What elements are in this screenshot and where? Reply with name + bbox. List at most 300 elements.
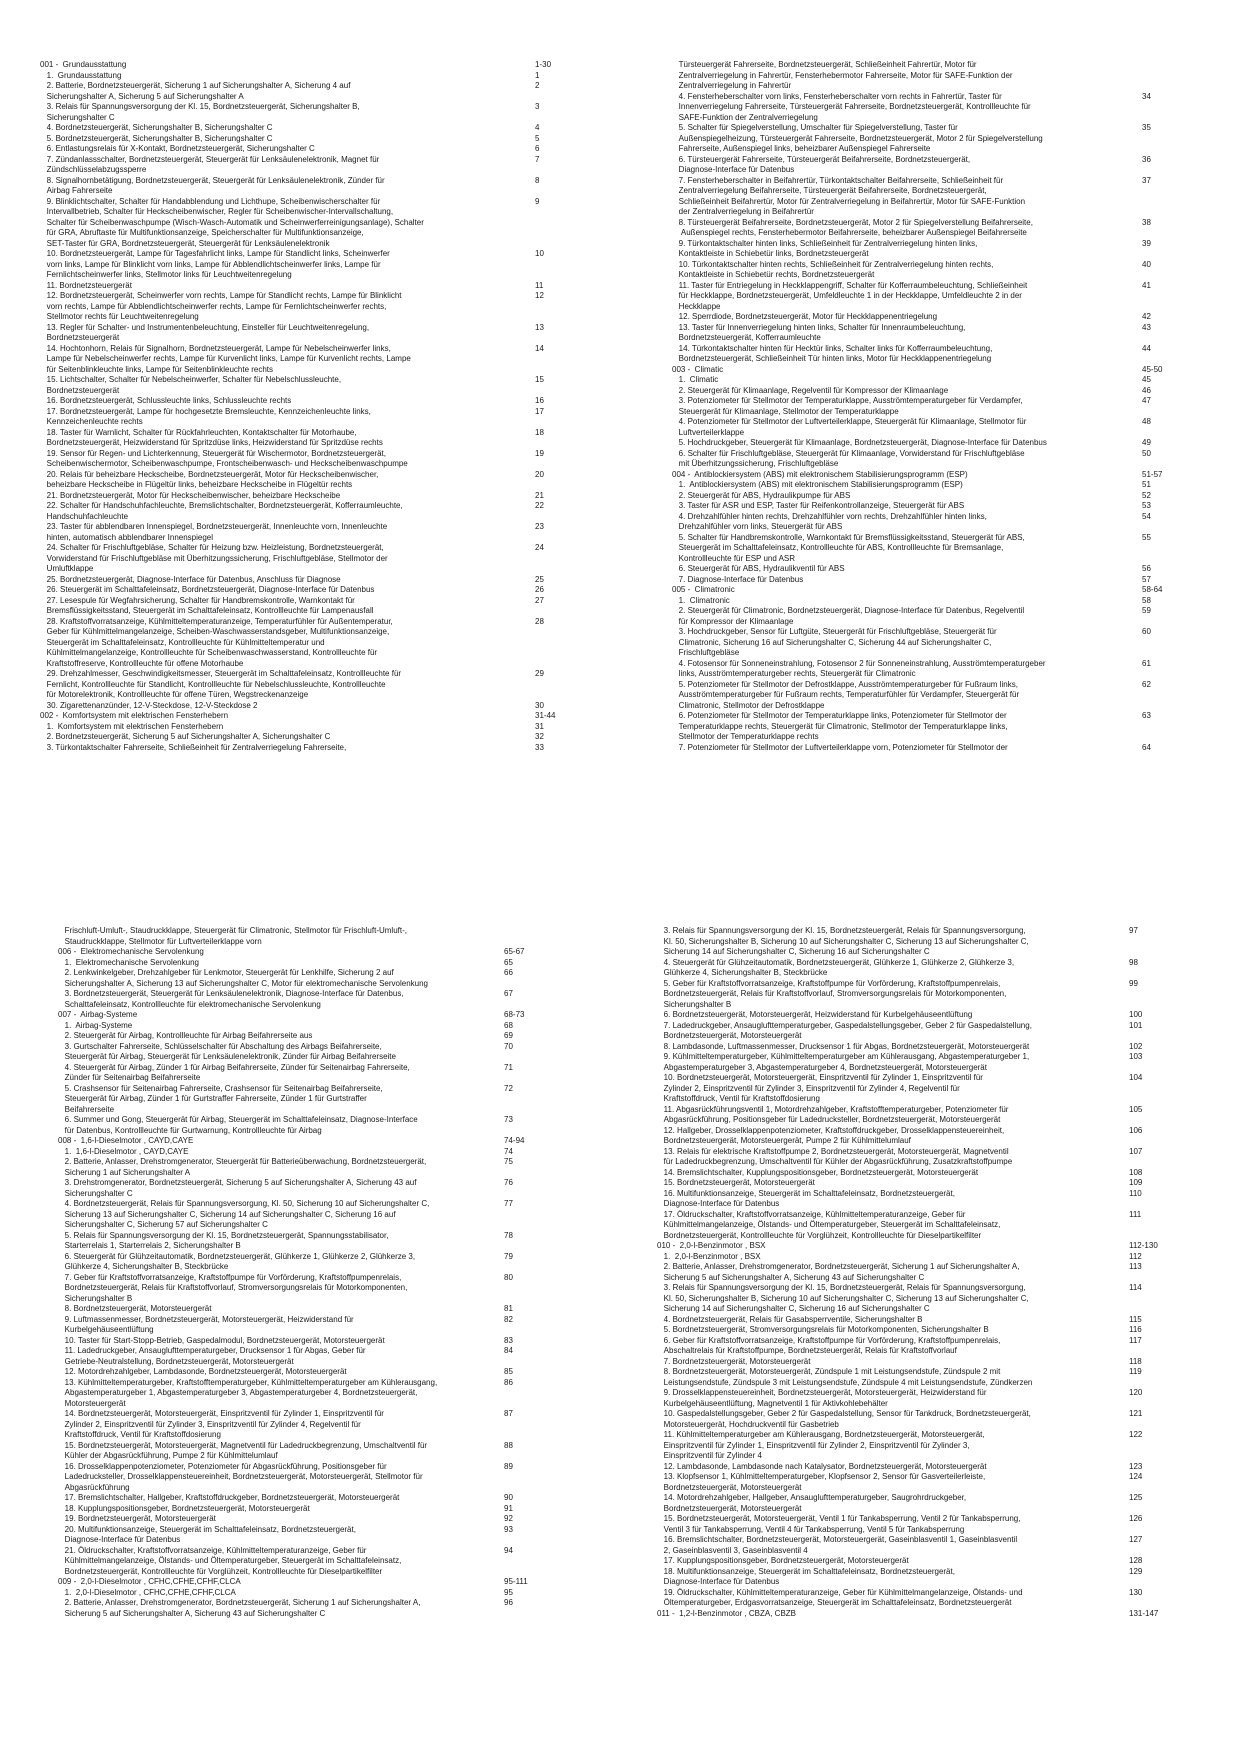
toc-page-number: 96 bbox=[504, 1598, 513, 1607]
toc-entry-row bbox=[657, 1493, 1189, 1514]
toc-entry-row bbox=[672, 92, 1202, 124]
toc-entry-text: 23. Taster für abblendbaren Innenspiegel, Bordnetzsteuergerät, Innenleuchte vorn, Innenleuchte hinten, automatisch abblendbarer Innenspiegel bbox=[46, 522, 388, 542]
toc-page-number: 58-64 bbox=[1142, 585, 1163, 594]
toc-entry-text: 1. Airbag-Systeme bbox=[58, 1020, 133, 1030]
toc-entry-row bbox=[672, 386, 1202, 397]
toc-entry-row bbox=[672, 312, 1202, 323]
toc-entry-text: 3. Potenziometer für Stellmotor der Temperaturklappe, Ausströmtemperaturgeber für Verdampfer, Steuergerät für Klimaanlage, Stellmotor der Temperaturklappe bbox=[678, 396, 1023, 416]
toc-entry-text: 7. Fensterheberschalter in Beifahrertür, Türkontaktschalter Beifahrerseite, Schließeinheit für Zentralverriegelung Beifahrerseite, Türsteuergerät Beifahrerseite, Bordnetzsteuergerät, Schließeinheit Beifahrertür, Motor für Zentralverriegelung in Beifahrertür, Motor für SAFE-Funktion der Zentralverriegelung in Beifahrertür bbox=[678, 175, 1026, 216]
toc-page-number: 38 bbox=[1142, 217, 1151, 227]
toc-entry-row bbox=[40, 543, 595, 575]
toc-page-number: 106 bbox=[1129, 1125, 1143, 1135]
toc-entry-row bbox=[672, 491, 1202, 502]
toc-entry-text: 21. Öldruckschalter, Kraftstoffvorratsanzeige, Kühlmitteltemperaturanzeige, Geber für Kühlmittelmangelanzeige, Ölstands- und Öltemperaturgeber, Steuergerät im Schalttafeleinsatz, Bordnetzsteuergerät, Kontrollleuchte für Vorglühzeit, Kontrollleuchte für Dieselpartikelfilter bbox=[64, 1545, 402, 1576]
toc-page-number: 48 bbox=[1142, 417, 1151, 426]
toc-page-number: 98 bbox=[1129, 957, 1138, 967]
toc-page-number: 56 bbox=[1142, 564, 1151, 573]
toc-entry-text: 15. Bordnetzsteuergerät, Motorsteuergerät, Ventil 1 für Tankabsperrung, Ventil 2 für Tankabsperrung, Ventil 3 für Tankabsperrung, Ventil 4 für Tankabsperrung, Ventil 5 für Tankabsperrung bbox=[663, 1514, 1021, 1534]
toc-entry-text: 010 - 2,0-l-Benzinmotor , BSX bbox=[657, 1241, 766, 1250]
toc-entry-text: 10. Türkontaktschalter hinten rechts, Schließeinheit für Zentralverriegelung hinten rechts, Kontaktleiste in Schiebetür rechts, Bordnetzsteuergerät bbox=[678, 259, 994, 279]
toc-entry-text: 14. Bordnetzsteuergerät, Motorsteuergerät, Einspritzventil für Zylinder 1, Einspritzventil für Zylinder 2, Einspritzventil für Zylinder 3, Einspritzventil für Zylinder 4, Regelventil für Kraftstoffdruck, Ventil für Kraftstoffdosierung bbox=[64, 1409, 384, 1439]
toc-page-number: 121 bbox=[1129, 1409, 1143, 1418]
toc-entry-text: Türsteuergerät Fahrerseite, Bordnetzsteuergerät, Schließeinheit Fahrertür, Motor für Zentralverriegelung in Fahrertür, Fensterhebermotor Fahrerseite, Motor für SAFE-Funktion der Zentralverriegelung in Fahrertür bbox=[678, 60, 1013, 90]
toc-page-number: 89 bbox=[504, 1461, 513, 1471]
toc-page-number: 119 bbox=[1129, 1367, 1142, 1376]
toc-page-number: 19 bbox=[535, 448, 544, 458]
toc-page-number: 114 bbox=[1129, 1283, 1142, 1292]
toc-page-number: 35 bbox=[1142, 123, 1151, 132]
toc-page-number: 80 bbox=[504, 1272, 513, 1282]
toc-entry-row bbox=[657, 1556, 1189, 1567]
toc-entry-row bbox=[58, 1178, 564, 1199]
toc-page-number: 93 bbox=[504, 1524, 513, 1534]
toc-entry-row bbox=[58, 1336, 564, 1347]
toc-entry-row bbox=[672, 711, 1202, 743]
toc-entry-text: 29. Drehzahlmesser, Geschwindigkeitsmesser, Steuergerät im Schalttafeleinsatz, Kontrollleuchte für Fernlicht, Kontrollleuchte für Standlicht, Kontrollleuchte für Nebelschlussleuchte, Kontrollleuchte für Motorelektronik, Kontrollleuchte für offene Türen, Wegstreckenanzeige bbox=[46, 669, 402, 699]
toc-entry-row bbox=[58, 1525, 564, 1546]
toc-section-row bbox=[657, 1241, 1189, 1252]
toc-entry-row bbox=[58, 1367, 564, 1378]
toc-entry-row bbox=[657, 1535, 1189, 1556]
toc-entry-row bbox=[40, 522, 595, 543]
toc-page-number: 124 bbox=[1129, 1472, 1143, 1481]
toc-page-number: 129 bbox=[1129, 1566, 1143, 1576]
toc-page-number: 99 bbox=[1129, 978, 1138, 988]
toc-page-number: 68 bbox=[504, 1020, 513, 1030]
toc-section-row bbox=[58, 1010, 564, 1021]
toc-page-number: 51-57 bbox=[1142, 469, 1163, 479]
toc-entry-row bbox=[672, 575, 1202, 586]
toc-page-number: 27 bbox=[535, 595, 544, 605]
toc-entry-row bbox=[657, 1073, 1189, 1105]
toc-entry-row bbox=[657, 1147, 1189, 1168]
toc-entry-row bbox=[672, 417, 1202, 438]
toc-entry-row bbox=[58, 1084, 564, 1116]
toc-page-number: 92 bbox=[504, 1514, 513, 1523]
toc-entry-row bbox=[58, 1441, 564, 1462]
toc-page-number: 123 bbox=[1129, 1461, 1143, 1471]
toc-page-number: 77 bbox=[504, 1199, 513, 1208]
toc-page-number: 43 bbox=[1142, 322, 1151, 332]
toc-entry-row bbox=[657, 1588, 1189, 1609]
toc-entry-text: 8. Signalhornbetätigung, Bordnetzsteuergerät, Steuergerät für Lenksäulenelektronik, Zünder für Airbag Fahrerseite bbox=[46, 175, 385, 195]
toc-entry-row bbox=[58, 1588, 564, 1599]
toc-entry-row bbox=[657, 1010, 1189, 1021]
toc-page-number: 49 bbox=[1142, 438, 1151, 447]
toc-page-number: 84 bbox=[504, 1346, 513, 1355]
toc-entry-text: 4. Drehzahlfühler hinten rechts, Drehzahlfühler vorn rechts, Drehzahlfühler hinten links, Drehzahlfühler vorn links, Steuergerät für ABS bbox=[678, 511, 987, 531]
toc-page-number: 61 bbox=[1142, 658, 1151, 668]
toc-page-number: 128 bbox=[1129, 1556, 1143, 1565]
toc-entry-text: 6. Summer und Gong, Steuergerät für Airbag, Steuergerät im Schalttafeleinsatz, Diagnose-Interface für Datenbus, Kontrollleuchte für Gurtwarnung, Kontrollleuchte für Airbag bbox=[64, 1115, 418, 1135]
toc-page-number: 65-67 bbox=[504, 947, 525, 956]
toc-entry-row bbox=[672, 680, 1202, 712]
toc-page-number: 66 bbox=[504, 968, 513, 977]
toc-entry-text: 6. Entlastungsrelais für X-Kontakt, Bordnetzsteuergerät, Sicherungshalter C bbox=[40, 144, 315, 153]
toc-page-number: 76 bbox=[504, 1178, 513, 1187]
toc-page-number: 79 bbox=[504, 1251, 513, 1261]
toc-page-number: 72 bbox=[504, 1083, 513, 1093]
toc-page-number: 91 bbox=[504, 1503, 513, 1513]
toc-entry-text: 20. Multifunktionsanzeige, Steuergerät im Schalttafeleinsatz, Bordnetzsteuergerät, Diagnose-Interface für Datenbus bbox=[64, 1524, 356, 1544]
toc-entry-text: 14. Motordrehzahlgeber, Hallgeber, Ansauglufttemperaturgeber, Saugrohrdruckgeber, Bordnetzsteuergerät, Motorsteuergerät bbox=[663, 1493, 967, 1513]
toc-entry-row bbox=[657, 1105, 1189, 1126]
toc-entry-text: 4. Fotosensor für Sonneneinstrahlung, Fotosensor 2 für Sonneneinstrahlung, Ausströmtemperaturgeber links, Ausströmtemperaturgeber rechts, Steuergerät für Climatronic bbox=[678, 658, 1046, 678]
toc-entry-row bbox=[672, 344, 1202, 365]
toc-entry-row bbox=[40, 102, 595, 123]
toc-entry-text: 009 - 2,0-l-Dieselmotor , CFHC,CFHE,CFHF,CLCA bbox=[58, 1577, 241, 1586]
toc-page-number: 71 bbox=[504, 1062, 513, 1072]
toc-page-number: 12 bbox=[535, 291, 544, 300]
toc-entry-row bbox=[672, 627, 1202, 659]
toc-entry-text: 2. Bordnetzsteuergerät, Sicherung 5 auf Sicherungshalter A, Sicherungshalter C bbox=[40, 732, 331, 741]
toc-entry-row bbox=[657, 1514, 1189, 1535]
toc-page-number: 9 bbox=[535, 196, 540, 206]
toc-entry-row bbox=[657, 958, 1189, 979]
toc-entry-text: 3. Relais für Spannungsversorgung der Kl. 15, Bordnetzsteuergerät, Relais für Spannungsversorgung, Kl. 50, Sicherungshalter B, Sicherung 10 auf Sicherungshalter C, Sicherung 13 auf Sicherungshalter C, Sicherung 14 auf Sicherungshalter C, Sicherung 16 auf Sicherungshalter C bbox=[663, 1283, 1029, 1313]
toc-entry-text: Frischluft-Umluft-, Staudruckklappe, Steuergerät für Climatronic, Stellmotor für Frischluft-Umluft-, Staudruckklappe, Stellmotor für Luftverteilerklappe vorn bbox=[64, 926, 407, 946]
toc-entry-text: 002 - Komfortsystem mit elektrischen Fensterhebern bbox=[40, 711, 229, 720]
toc-page-number: 116 bbox=[1129, 1325, 1142, 1334]
toc-page-number: 74-94 bbox=[504, 1136, 525, 1145]
toc-entry-row bbox=[657, 1168, 1189, 1179]
toc-entry-text: 25. Bordnetzsteuergerät, Diagnose-Interface für Datenbus, Anschluss für Diagnose bbox=[40, 574, 341, 584]
toc-page-number: 69 bbox=[504, 1031, 513, 1040]
toc-entry-text: 12. Hallgeber, Drosselklappenpotenziometer, Kraftstoffdruckgeber, Drosselklappensteuereinheit, Bordnetzsteuergerät, Motorsteuergerät, Pumpe 2 für Kühlmittelumlauf bbox=[663, 1125, 1005, 1145]
toc-entry-row bbox=[657, 1210, 1189, 1242]
toc-page-number: 34 bbox=[1142, 91, 1151, 101]
toc-page-number: 95 bbox=[504, 1587, 513, 1597]
toc-section-row bbox=[58, 1577, 564, 1588]
toc-page-number: 29 bbox=[535, 669, 544, 678]
toc-entry-text: 16. Bremslichtschalter, Bordnetzsteuergerät, Motorsteuergerät, Gaseinblasventil 1, Gaseinblasventil 2, Gaseinblasventil 3, Gaseinblasventil 4 bbox=[663, 1535, 1018, 1555]
toc-page-number: 88 bbox=[504, 1440, 513, 1450]
toc-entry-text: 9. Türkontaktschalter hinten links, Schließeinheit für Zentralverriegelung hinten links, Kontaktleiste in Schiebetür links, Bordnetzsteuergerät bbox=[678, 238, 978, 258]
toc-entry-row bbox=[672, 743, 1202, 754]
toc-page-number: 21 bbox=[535, 490, 544, 500]
toc-entry-row bbox=[40, 123, 595, 134]
toc-entry-row bbox=[58, 1115, 564, 1136]
toc-entry-row bbox=[58, 1598, 564, 1619]
toc-entry-text: 15. Bordnetzsteuergerät, Motorsteuergerät bbox=[657, 1178, 815, 1187]
toc-entry-row bbox=[672, 512, 1202, 533]
toc-page-number: 16 bbox=[535, 396, 544, 405]
toc-entry-text: 5. Bordnetzsteuergerät, Sicherungshalter B, Sicherungshalter C bbox=[40, 133, 273, 143]
toc-page-number: 117 bbox=[1129, 1335, 1142, 1345]
toc-column-bottom-left bbox=[58, 926, 564, 1619]
toc-page-number: 8 bbox=[535, 175, 540, 185]
toc-entry-text: 7. Bordnetzsteuergerät, Motorsteuergerät bbox=[657, 1356, 811, 1366]
toc-entry-row bbox=[58, 1157, 564, 1178]
toc-entry-text: 7. Potenziometer für Stellmotor der Luftverteilerklappe vorn, Potenziometer für Stellmotor der bbox=[672, 742, 1008, 752]
toc-entry-row bbox=[657, 1178, 1189, 1189]
toc-section-row bbox=[40, 60, 595, 71]
toc-entry-row bbox=[40, 701, 595, 712]
toc-entry-text: 12. Motordrehzahlgeber, Lambdasonde, Bordnetzsteuergerät, Motorsteuergerät bbox=[58, 1367, 347, 1376]
toc-entry-row bbox=[657, 1042, 1189, 1053]
toc-entry-text: 3. Drehstromgenerator, Bordnetzsteuergerät, Sicherung 5 auf Sicherungshalter A, Sicherung 43 auf Sicherungshalter C bbox=[64, 1178, 417, 1198]
toc-entry-text: 005 - Climatronic bbox=[672, 585, 735, 594]
toc-entry-row bbox=[657, 1052, 1189, 1073]
toc-entry-text: 9. Kühlmitteltemperaturgeber, Kühlmitteltemperaturgeber am Kühlerausgang, Abgastemperaturgeber 1, Abgastemperaturgeber 3, Abgastemperaturgeber 4, Bordnetzsteuergerät, Motorsteuergerät bbox=[663, 1052, 1030, 1072]
toc-entry-text: 9. Drosselklappensteuereinheit, Bordnetzsteuergerät, Motorsteuergerät, Heizwiderstand für Kurbelgehäuseentlüftung, Magnetventil 1 für Aktivkohlebehälter bbox=[663, 1388, 987, 1408]
toc-entry-row bbox=[657, 1472, 1189, 1493]
toc-page-number: 52 bbox=[1142, 490, 1151, 500]
toc-entry-row bbox=[40, 249, 595, 281]
toc-entry-text: 10. Taster für Start-Stopp-Betrieb, Gaspedalmodul, Bordnetzsteuergerät, Motorsteuergerät bbox=[58, 1335, 385, 1345]
toc-section-row bbox=[40, 711, 595, 722]
toc-entry-row bbox=[657, 1126, 1189, 1147]
toc-page-number: 107 bbox=[1129, 1146, 1143, 1156]
toc-entry-row bbox=[40, 428, 595, 449]
toc-page-number: 11 bbox=[535, 280, 544, 290]
toc-page-number: 57 bbox=[1142, 574, 1151, 584]
toc-page-number: 115 bbox=[1129, 1314, 1142, 1324]
toc-entry-row bbox=[58, 1346, 564, 1367]
toc-entry-text: 8. Lambdasonde, Luftmassenmesser, Drucksensor 1 für Abgas, Bordnetzsteuergerät, Motorsteuergerät bbox=[657, 1041, 1030, 1051]
toc-entry-row bbox=[58, 1493, 564, 1504]
toc-entry-text: 6. Potenziometer für Stellmotor der Temperaturklappe links, Potenziometer für Stellmotor der Temperaturklappe rechts, Steuergerät für Climatronic, Stellmotor der Temperaturklappe links, Stellmotor der Temperaturklappe rechts bbox=[678, 711, 1008, 741]
toc-entry-text: 17. Öldruckschalter, Kraftstoffvorratsanzeige, Kühlmitteltemperaturanzeige, Geber für Kühlmittelmangelanzeige, Ölstands- und Öltemperaturgeber, Steuergerät im Schalttafeleinsatz, Bordnetzsteuergerät, Kontrollleuchte für Vorglühzeit, Kontrollleuchte für Dieselpartikelfilter bbox=[663, 1209, 1001, 1240]
toc-page-number: 54 bbox=[1142, 511, 1151, 521]
toc-page-number: 24 bbox=[535, 543, 544, 552]
toc-entry-row bbox=[672, 533, 1202, 565]
toc-page-number: 74 bbox=[504, 1146, 513, 1156]
toc-section-row bbox=[672, 365, 1202, 376]
toc-entry-row bbox=[40, 449, 595, 470]
toc-entry-text: 3. Gurtschalter Fahrerseite, Schlüsselschalter für Abschaltung des Airbags Beifahrerseite, Steuergerät für Airbag, Steuergerät für Lenksäulenelektronik, Zünder für Airbag Beifahrerseite bbox=[64, 1041, 396, 1061]
toc-entry-text: 1. 1,6-l-Dieselmotor , CAYD,CAYE bbox=[58, 1146, 189, 1156]
toc-entry-text: 4. Bordnetzsteuergerät, Relais für Gasabsperrventile, Sicherungshalter B bbox=[657, 1314, 923, 1324]
toc-entry-row bbox=[40, 344, 595, 376]
toc-entry-row bbox=[672, 438, 1202, 449]
toc-entry-text: 17. Bremslichtschalter, Hallgeber, Kraftstoffdruckgeber, Bordnetzsteuergerät, Motorsteuergerät bbox=[58, 1493, 400, 1502]
toc-entry-text: 24. Schalter für Frischluftgebläse, Schalter für Heizung bzw. Heizleistung, Bordnetzsteuergerät, Vorwiderstand für Frischluftgebläse mit Überhitzungssicherung, Frischluftgebläse, Stellmotor der Umluftklappe bbox=[46, 543, 388, 573]
toc-page-number: 22 bbox=[535, 501, 544, 510]
toc-page-number: 85 bbox=[504, 1367, 513, 1376]
toc-page-number: 112-130 bbox=[1129, 1241, 1158, 1250]
toc-page-number: 47 bbox=[1142, 396, 1151, 405]
toc-entry-text: 3. Taster für ASR und ESP, Taster für Reifenkontrollanzeige, Steuergerät für ABS bbox=[672, 501, 965, 510]
toc-entry-row bbox=[40, 501, 595, 522]
toc-entry-text: 12. Sperrdiode, Bordnetzsteuergerät, Motor für Heckklappenentriegelung bbox=[672, 312, 938, 321]
toc-entry-text: 3. Relais für Spannungsversorgung der Kl. 15, Bordnetzsteuergerät, Sicherungshalter B, Sicherungshalter C bbox=[46, 102, 360, 122]
toc-page-number: 112 bbox=[1129, 1251, 1142, 1261]
toc-page-number: 7 bbox=[535, 154, 540, 164]
toc-section-row bbox=[58, 947, 564, 958]
toc-entry-row bbox=[657, 1283, 1189, 1315]
toc-page-number: 18 bbox=[535, 427, 544, 437]
toc-page-number: 28 bbox=[535, 616, 544, 626]
toc-entry-text: 9. Blinklichtschalter, Schalter für Handabblendung und Lichthupe, Scheibenwischerschalter für Intervallbetrieb, Schalter für Heckscheibenwischer, Regler für Scheibenwischer-Intervallschaltung, Schalter für Scheibenwaschpumpe (Wisch-Wasch-Automatik und Scheinwerferreinigungsanlage), Schalter für GRA, Abruftaste für Multifunktionsanzeige, Speicherschalter für Multifunktionsanzeige, SET-Taster für GRA, Bordnetzsteuergerät, Steuergerät für Lenksäulenelektronik bbox=[46, 196, 424, 248]
toc-section-row bbox=[657, 1609, 1189, 1620]
toc-entry-text: 13. Klopfsensor 1, Kühlmitteltemperaturgeber, Klopfsensor 2, Sensor für Gasverteilerleiste, Bordnetzsteuergerät, Motorsteuergerät bbox=[663, 1472, 986, 1492]
toc-entry-text: 2. Batterie, Anlasser, Drehstromgenerator, Bordnetzsteuergerät, Sicherung 1 auf Sicherungshalter A, Sicherung 5 auf Sicherungshalter A, Sicherung 43 auf Sicherungshalter C bbox=[663, 1262, 1020, 1282]
toc-entry-text: 13. Taster für Innenverriegelung hinten links, Schalter für Innenraumbeleuchtung, Bordnetzsteuergerät, Kofferraumleuchte bbox=[678, 322, 966, 342]
toc-entry-row bbox=[672, 218, 1202, 239]
toc-entry-text: 6. Türsteuergerät Fahrerseite, Türsteuergerät Beifahrerseite, Bordnetzsteuergerät, Diagnose-Interface für Datenbus bbox=[678, 154, 971, 174]
toc-entry-row bbox=[657, 1315, 1189, 1326]
toc-entry-row bbox=[58, 1273, 564, 1305]
toc-entry-text: 6. Schalter für Frischluftgebläse, Steuergerät für Klimaanlage, Vorwiderstand für Frischluftgebläse mit Überhitzungssicherung, Frischluftgebläse bbox=[678, 448, 1025, 468]
toc-page-number: 36 bbox=[1142, 154, 1151, 164]
toc-entry-row bbox=[58, 926, 564, 947]
toc-entry-text: 12. Bordnetzsteuergerät, Scheinwerfer vorn rechts, Lampe für Standlicht rechts, Lampe für Blinklicht vorn rechts, Lampe für Abblendlichtscheinwerfer rechts, Lampe für Fernlichtscheinwerfer rechts, Stellmotor rechts für Leuchtweitenregelung bbox=[46, 291, 402, 321]
toc-entry-text: 14. Bremslichtschalter, Kupplungspositionsgeber, Bordnetzsteuergerät, Motorsteuergerät bbox=[657, 1167, 979, 1177]
toc-entry-text: 5. Relais für Spannungsversorgung der Kl. 15, Bordnetzsteuergerät, Spannungsstabilisator, Starterrelais 1, Starterrelais 2, Sicherungshalter B bbox=[64, 1230, 389, 1250]
toc-entry-text: 4. Potenziometer für Stellmotor der Luftverteilerklappe, Steuergerät für Klimaanlage, Stellmotor für Luftverteilerklappe bbox=[678, 417, 1027, 437]
toc-page-number: 131-147 bbox=[1129, 1608, 1159, 1618]
toc-entry-text: 4. Steuergerät für Airbag, Zünder 1 für Airbag Beifahrerseite, Zünder für Seitenairbag Fahrerseite, Zünder für Seitenairbag Beifahrerseite bbox=[64, 1062, 410, 1082]
toc-entry-row bbox=[40, 470, 595, 491]
toc-page-number: 68-73 bbox=[504, 1010, 525, 1019]
toc-entry-row bbox=[657, 1430, 1189, 1462]
toc-entry-text: 10. Bordnetzsteuergerät, Motorsteuergerät, Einspritzventil für Zylinder 1, Einspritzventil für Zylinder 2, Einspritzventil für Zylinder 3, Einspritzventil für Zylinder 4, Regelventil für Kraftstoffdruck, Ventil für Kraftstoffdosierung bbox=[663, 1073, 983, 1103]
toc-entry-text: 21. Bordnetzsteuergerät, Motor für Heckscheibenwischer, beheizbare Heckscheibe bbox=[40, 490, 341, 500]
toc-page-number: 118 bbox=[1129, 1356, 1142, 1366]
toc-entry-row bbox=[40, 617, 595, 670]
toc-page-number: 41 bbox=[1142, 280, 1151, 290]
toc-page-number: 110 bbox=[1129, 1188, 1142, 1198]
toc-entry-text: 16. Multifunktionsanzeige, Steuergerät im Schalttafeleinsatz, Bordnetzsteuergerät, Diagnose-Interface für Datenbus bbox=[663, 1188, 955, 1208]
toc-entry-row bbox=[657, 979, 1189, 1011]
toc-entry-row bbox=[40, 281, 595, 292]
toc-page-number: 120 bbox=[1129, 1388, 1143, 1397]
toc-entry-text: 13. Relais für elektrische Kraftstoffpumpe 2, Bordnetzsteuergerät, Motorsteuergerät, Magnetventil für Ladedruckbegrenzung, Umschaltventil für Kühler der Abgasrückführung, Zusatzkraftstoffpumpe bbox=[663, 1146, 1013, 1166]
toc-entry-row bbox=[58, 1304, 564, 1315]
toc-page-number: 90 bbox=[504, 1493, 513, 1502]
toc-entry-text: 3. Bordnetzsteuergerät, Steuergerät für Lenksäulenelektronik, Diagnose-Interface für Datenbus, Schalttafeleinsatz, Kontrollleuchte für elektromechanische Servolenkung bbox=[64, 989, 404, 1009]
toc-page-number: 13 bbox=[535, 322, 544, 332]
toc-page-number: 45 bbox=[1142, 375, 1151, 384]
toc-entry-row bbox=[40, 375, 595, 396]
toc-entry-text: 26. Steuergerät im Schalttafeleinsatz, Bordnetzsteuergerät, Diagnose-Interface für Datenbus bbox=[40, 585, 375, 594]
toc-page-number: 108 bbox=[1129, 1167, 1143, 1177]
toc-page-number: 113 bbox=[1129, 1262, 1142, 1271]
toc-entry-row bbox=[58, 1315, 564, 1336]
toc-page-number: 63 bbox=[1142, 711, 1151, 720]
toc-entry-row bbox=[657, 1252, 1189, 1263]
toc-entry-row bbox=[40, 669, 595, 701]
toc-entry-text: 19. Sensor für Regen- und Lichterkennung, Steuergerät für Wischermotor, Bordnetzsteuergerät, Scheibenwischermotor, Scheibenwaschpumpe, Frontscheibenwasch- und Heckscheibenwaschpumpe bbox=[46, 448, 408, 468]
toc-entry-row bbox=[40, 71, 595, 82]
toc-page-number: 82 bbox=[504, 1314, 513, 1324]
toc-entry-row bbox=[58, 989, 564, 1010]
toc-entry-text: 6. Steuergerät für Glühzeitautomatik, Bordnetzsteuergerät, Glühkerze 1, Glühkerze 2, Glühkerze 3, Glühkerze 4, Sicherungshalter B, Steckbrücke bbox=[64, 1251, 416, 1271]
toc-entry-text: 1. Climatronic bbox=[672, 595, 730, 605]
toc-entry-text: 1. Climatic bbox=[672, 375, 719, 384]
toc-page-number: 59 bbox=[1142, 606, 1151, 615]
toc-page-number: 64 bbox=[1142, 742, 1151, 752]
toc-column-bottom-right bbox=[657, 926, 1189, 1619]
toc-entry-row bbox=[672, 123, 1202, 155]
toc-page-number: 130 bbox=[1129, 1587, 1143, 1597]
toc-page-number: 31 bbox=[535, 721, 544, 731]
toc-page-number: 50 bbox=[1142, 448, 1151, 458]
toc-entry-text: 12. Lambdasonde, Lambdasonde nach Katalysator, Bordnetzsteuergerät, Motorsteuergerät bbox=[657, 1461, 987, 1471]
toc-page-number: 51 bbox=[1142, 480, 1151, 489]
toc-page-number: 94 bbox=[504, 1545, 513, 1555]
toc-page-number: 87 bbox=[504, 1409, 513, 1418]
toc-entry-row bbox=[672, 281, 1202, 313]
toc-page-number: 62 bbox=[1142, 679, 1151, 689]
toc-page-number: 127 bbox=[1129, 1535, 1143, 1544]
toc-entry-text: 007 - Airbag-Systeme bbox=[58, 1010, 138, 1019]
toc-entry-row bbox=[58, 1378, 564, 1410]
toc-entry-text: 13. Regler für Schalter- und Instrumentenbeleuchtung, Einsteller für Leuchtweitenregelung, Bordnetzsteuergerät bbox=[46, 322, 370, 342]
toc-entry-row bbox=[58, 1504, 564, 1515]
toc-entry-row bbox=[58, 1462, 564, 1494]
toc-page-number: 105 bbox=[1129, 1104, 1143, 1114]
toc-entry-text: 1. 2,0-l-Benzinmotor , BSX bbox=[657, 1251, 761, 1261]
toc-entry-row bbox=[40, 407, 595, 428]
toc-page-number: 125 bbox=[1129, 1493, 1143, 1502]
toc-page-number: 32 bbox=[535, 732, 544, 741]
toc-entry-text: 11. Abgasrückführungsventil 1, Motordrehzahlgeber, Kraftstofftemperaturgeber, Potenziometer für Abgasrückführung, Positionsgeber für Ladedrucksteller, Bordnetzsteuergerät, Motorsteuergerät bbox=[663, 1104, 1009, 1124]
toc-entry-text: 22. Schalter für Handschuhfachleuchte, Bremslichtschalter, Bordnetzsteuergerät, Kofferraumleuchte, Handschuhfachleuchte bbox=[46, 501, 403, 521]
toc-entry-text: 5. Bordnetzsteuergerät, Stromversorgungsrelais für Motorkomponenten, Sicherungshalter B bbox=[657, 1325, 989, 1334]
toc-entry-row bbox=[40, 197, 595, 250]
toc-entry-text: 27. Lesespule für Wegfahrsicherung, Schalter für Handbremskontrolle, Warnkontakt für Bremsflüssigkeitsstand, Steuergerät im Schalttafeleinsatz, Kontrollleuchte für Lampenausfall bbox=[46, 595, 374, 615]
toc-entry-text: 17. Bordnetzsteuergerät, Lampe für hochgesetzte Bremsleuchte, Kennzeichenleuchte links, Kennzeichenleuchte rechts bbox=[46, 406, 371, 426]
toc-page-number: 78 bbox=[504, 1230, 513, 1240]
toc-entry-text: 2. Batterie, Anlasser, Drehstromgenerator, Bordnetzsteuergerät, Sicherung 1 auf Sicherungshalter A, Sicherung 5 auf Sicherungshalter A, Sicherung 43 auf Sicherungshalter C bbox=[64, 1598, 421, 1618]
toc-entry-row bbox=[40, 575, 595, 586]
toc-entry-text: 4. Bordnetzsteuergerät, Sicherungshalter B, Sicherungshalter C bbox=[40, 123, 273, 132]
toc-section-row bbox=[672, 585, 1202, 596]
toc-page-number: 102 bbox=[1129, 1041, 1143, 1051]
toc-page-number: 5 bbox=[535, 133, 540, 143]
toc-entry-text: 003 - Climatic bbox=[672, 364, 724, 374]
toc-entry-row bbox=[672, 564, 1202, 575]
toc-page-number: 86 bbox=[504, 1377, 513, 1387]
toc-entry-row bbox=[40, 81, 595, 102]
toc-entry-row bbox=[40, 176, 595, 197]
toc-page-number: 95-111 bbox=[504, 1577, 528, 1586]
toc-page-number: 101 bbox=[1129, 1020, 1143, 1030]
toc-page-number: 20 bbox=[535, 469, 544, 479]
toc-entry-row bbox=[40, 596, 595, 617]
toc-entry-text: 6. Bordnetzsteuergerät, Motorsteuergerät, Heizwiderstand für Kurbelgehäuseentlüftung bbox=[657, 1010, 973, 1019]
toc-entry-text: 16. Drosselklappenpotenziometer, Potenziometer für Abgasrückführung, Positionsgeber für Ladedrucksteller, Drosselklappensteuereinheit, Bordnetzsteuergerät, Motorsteuergerät, Stellmotor für Abgasrückführung bbox=[64, 1461, 423, 1492]
toc-entry-text: 1. Grundausstattung bbox=[40, 70, 122, 80]
toc-page-number: 31-44 bbox=[535, 711, 556, 720]
toc-entry-text: 30. Zigarettenanzünder, 12-V-Steckdose, 12-V-Steckdose 2 bbox=[40, 700, 258, 710]
toc-entry-text: 3. Türkontaktschalter Fahrerseite, Schließeinheit für Zentralverriegelung Fahrerseite, bbox=[40, 742, 347, 752]
toc-entry-text: 15. Bordnetzsteuergerät, Motorsteuergerät, Magnetventil für Ladedruckbegrenzung, Umschaltventil für Kühler der Abgasrückführung, Pumpe 2 für Kühlmittelumlauf bbox=[64, 1440, 428, 1460]
toc-entry-text: 5. Schalter für Spiegelverstellung, Umschalter für Spiegelverstellung, Taster für Außenspiegelheizung, Türsteuergerät Fahrerseite, Bordnetzsteuergerät, Motor 2 für Spiegelverstellung Fahrerseite, Außenspiegel links, beheizbarer Außenspiegel Fahrerseite bbox=[678, 123, 1043, 153]
toc-entry-text: 10. Bordnetzsteuergerät, Lampe für Tagesfahrlicht links, Lampe für Standlicht links, Scheinwerfer vorn links, Lampe für Blinklicht vorn links, Lampe für Abblendlichtscheinwerfer links, Lampe für Fernlichtscheinwerfer links, Stellmotor links für Leuchtweitenregelung bbox=[46, 249, 390, 279]
toc-entry-row bbox=[58, 1199, 564, 1231]
toc-entry-text: 19. Bordnetzsteuergerät, Motorsteuergerät bbox=[58, 1514, 216, 1523]
toc-entry-text: 3. Relais für Spannungsversorgung der Kl. 15, Bordnetzsteuergerät, Relais für Spannungsversorgung, Kl. 50, Sicherungshalter B, Sicherung 10 auf Sicherungshalter C, Sicherung 13 auf Sicherungshalter C, Sicherung 14 auf Sicherungshalter C, Sicherung 16 auf Sicherungshalter C bbox=[663, 926, 1029, 956]
toc-entry-row bbox=[672, 659, 1202, 680]
toc-page-number: 44 bbox=[1142, 343, 1151, 353]
toc-entry-text: 4. Fensterheberschalter vorn links, Fensterheberschalter vorn rechts in Fahrertür, Taster für Innenverriegelung Fahrerseite, Türsteuergerät Fahrerseite, Bordnetzsteuergerät, Kontrollleuchte für SAFE-Funktion der Zentralverriegelung bbox=[678, 91, 1031, 122]
toc-entry-row bbox=[657, 1262, 1189, 1283]
toc-entry-row bbox=[40, 144, 595, 155]
toc-entry-row bbox=[40, 323, 595, 344]
toc-entry-text: 20. Relais für beheizbare Heckscheibe, Bordnetzsteuergerät, Motor für Heckscheibenwischer, beheizbare Heckscheibe in Flügeltür links, beheizbare Heckscheibe in Flügeltür rechts bbox=[46, 469, 379, 489]
toc-page-number: 1 bbox=[535, 70, 540, 80]
toc-entry-row bbox=[40, 155, 595, 176]
toc-entry-text: 11. Kühlmitteltemperaturgeber am Kühlerausgang, Bordnetzsteuergerät, Motorsteuergerät, Einspritzventil für Zylinder 1, Einspritzventil für Zylinder 2, Einspritzventil für Zylinder 3, Einspritzventil für Zylinder 4 bbox=[663, 1430, 985, 1460]
toc-entry-row bbox=[657, 1336, 1189, 1357]
toc-entry-text: 8. Bordnetzsteuergerät, Motorsteuergerät bbox=[58, 1304, 212, 1313]
toc-entry-text: 13. Kühlmitteltemperaturgeber, Kraftstofftemperaturgeber, Kühlmitteltemperaturgeber am Kühlerausgang, Abgastemperaturgeber 1, Abgastemperaturgeber 3, Abgastemperaturgeber 4, Bordnetzsteuergerät, Motorsteuergerät bbox=[64, 1377, 438, 1408]
toc-page-number: 81 bbox=[504, 1304, 513, 1313]
toc-entry-text: 11. Bordnetzsteuergerät bbox=[40, 280, 132, 290]
